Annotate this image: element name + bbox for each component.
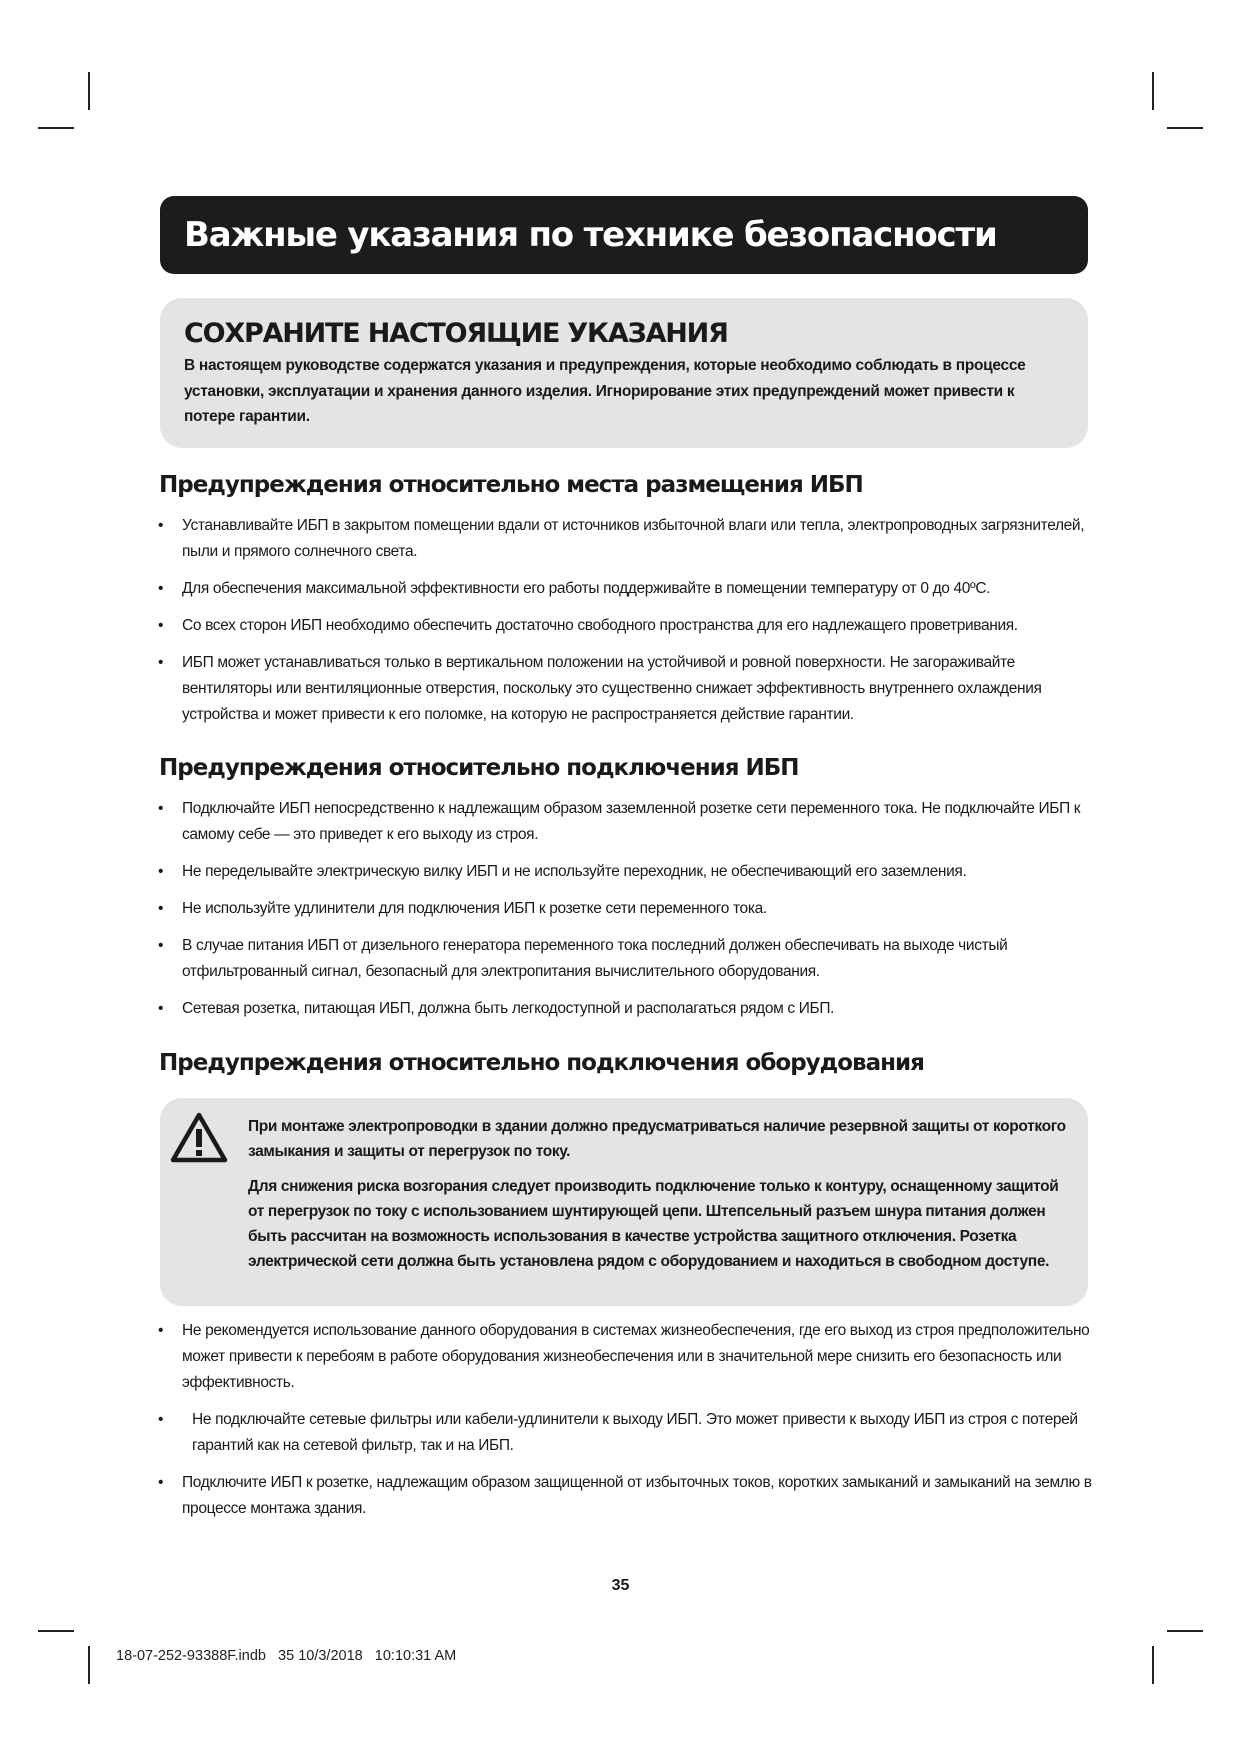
list-item: • ИБП может устанавливаться только в вертикальном положении на устойчивой и ровной поверхности. Не загораживайте вентиляторы или вентиляционные отверстия, поскольку это существенно снижает эффективность внутреннего охлаждения устройства и может привести к его поломке, на которую не распространяется действие гарантии. xyxy=(158,650,1098,728)
warning-triangle-icon xyxy=(170,1112,228,1164)
crop-mark xyxy=(1167,1630,1203,1632)
page-number: 35 xyxy=(611,1577,630,1594)
equipment-warnings-list xyxy=(158,1318,1098,1533)
print-footer: 18-07-252-93388F.indb 35 10/3/2018 10:10:31 AM xyxy=(116,1648,457,1664)
crop-mark xyxy=(88,1646,90,1684)
crop-mark xyxy=(38,127,74,129)
list-item: • Не переделывайте электрическую вилку ИБП и не используйте переходник, не обеспечивающий его заземления. xyxy=(158,859,1098,885)
list-item: • Со всех сторон ИБП необходимо обеспечить достаточно свободного пространства для его надлежащего проветривания. xyxy=(158,613,1098,639)
list-item: • Для обеспечения максимальной эффективности его работы поддерживайте в помещении температуру от 0 до 40ºC. xyxy=(158,576,1098,602)
list-item: • Подключайте ИБП непосредственно к надлежащим образом заземленной розетке сети переменного тока. Не подключайте ИБП к самому себе — это приведет к его выходу из строя. xyxy=(158,796,1098,848)
crop-mark xyxy=(38,1630,74,1632)
warning-text: Для снижения риска возгорания следует производить подключение только к контуру, оснащенному защитой от перегрузок по току с использованием шунтирующей цепи. Штепсельный разъем шнура питания должен быть рассчитан на возможность использования в качестве устройства защитного отключения. Розетка электрической сети должна быть установлена рядом с оборудованием и находиться в свободном доступе. xyxy=(248,1178,1059,1270)
section-heading-equipment: Предупреждения относительно подключения оборудования xyxy=(159,1050,924,1076)
bullet-icon: • xyxy=(158,937,164,954)
placement-warnings-list xyxy=(158,513,1098,739)
warning-box xyxy=(160,1098,1088,1306)
list-item: • Сетевая розетка, питающая ИБП, должна быть легкодоступной и располагаться рядом с ИБП. xyxy=(158,996,1098,1022)
crop-mark xyxy=(88,72,90,110)
crop-mark xyxy=(1152,1646,1154,1684)
bullet-icon: • xyxy=(158,580,164,597)
list-item: • Подключите ИБП к розетке, надлежащим образом защищенной от избыточных токов, коротких замыканий и замыканий на землю в процессе монтажа здания. xyxy=(158,1470,1098,1522)
warning-text: При монтаже электропроводки в здании должно предусматриваться наличие резервной защиты от короткого замыкания и защиты от перегрузок по току. xyxy=(248,1118,1066,1160)
crop-mark xyxy=(1152,72,1154,110)
list-item: • Не рекомендуется использование данного оборудования в системах жизнеобеспечения, где его выход из строя предположительно может привести к перебоям в работе оборудования жизнеобеспечения или в значительной мере снизить его безопасность или эффективность. xyxy=(158,1318,1098,1396)
bullet-icon: • xyxy=(158,617,164,634)
section-heading-connection: Предупреждения относительно подключения ИБП xyxy=(159,755,799,781)
bullet-icon: • xyxy=(158,1411,164,1428)
list-item: • В случае питания ИБП от дизельного генератора переменного тока последний должен обеспечивать на выходе чистый отфильтрованный сигнал, безопасный для электропитания вычислительного оборудования. xyxy=(158,933,1098,985)
bullet-icon: • xyxy=(158,863,164,880)
bullet-icon: • xyxy=(158,517,164,534)
save-instructions-heading: СОХРАНИТЕ НАСТОЯЩИЕ УКАЗАНИЯ xyxy=(184,318,728,349)
bullet-icon: • xyxy=(158,1000,164,1017)
save-instructions-text: В настоящем руководстве содержатся указания и предупреждения, которые необходимо соблюдать в процессе установки, эксплуатации и хранения данного изделия. Игнорирование этих предупреждений может привести к потере гарантии. xyxy=(184,357,1026,425)
bullet-icon: • xyxy=(158,1322,164,1339)
bullet-icon: • xyxy=(158,900,164,917)
section-heading-placement: Предупреждения относительно места размещения ИБП xyxy=(159,472,863,498)
crop-mark xyxy=(1167,127,1203,129)
page-title xyxy=(160,196,1088,274)
list-item: • Не используйте удлинители для подключения ИБП к розетке сети переменного тока. xyxy=(158,896,1098,922)
list-item: • Устанавливайте ИБП в закрытом помещении вдали от источников избыточной влаги или тепла, электропроводных загрязнителей, пыли и прямого солнечного света. xyxy=(158,513,1098,565)
connection-warnings-list xyxy=(158,796,1098,1033)
save-instructions-box xyxy=(160,298,1088,448)
list-item: • Не подключайте сетевые фильтры или кабели-удлинители к выходу ИБП. Это может привести к выходу ИБП из строя с потерей гарантий как на сетевой фильтр, так и на ИБП. xyxy=(158,1407,1098,1459)
bullet-icon: • xyxy=(158,1474,164,1491)
bullet-icon: • xyxy=(158,654,164,671)
page-title-text: Важные указания по технике безопасности xyxy=(184,215,997,255)
bullet-icon: • xyxy=(158,800,164,817)
